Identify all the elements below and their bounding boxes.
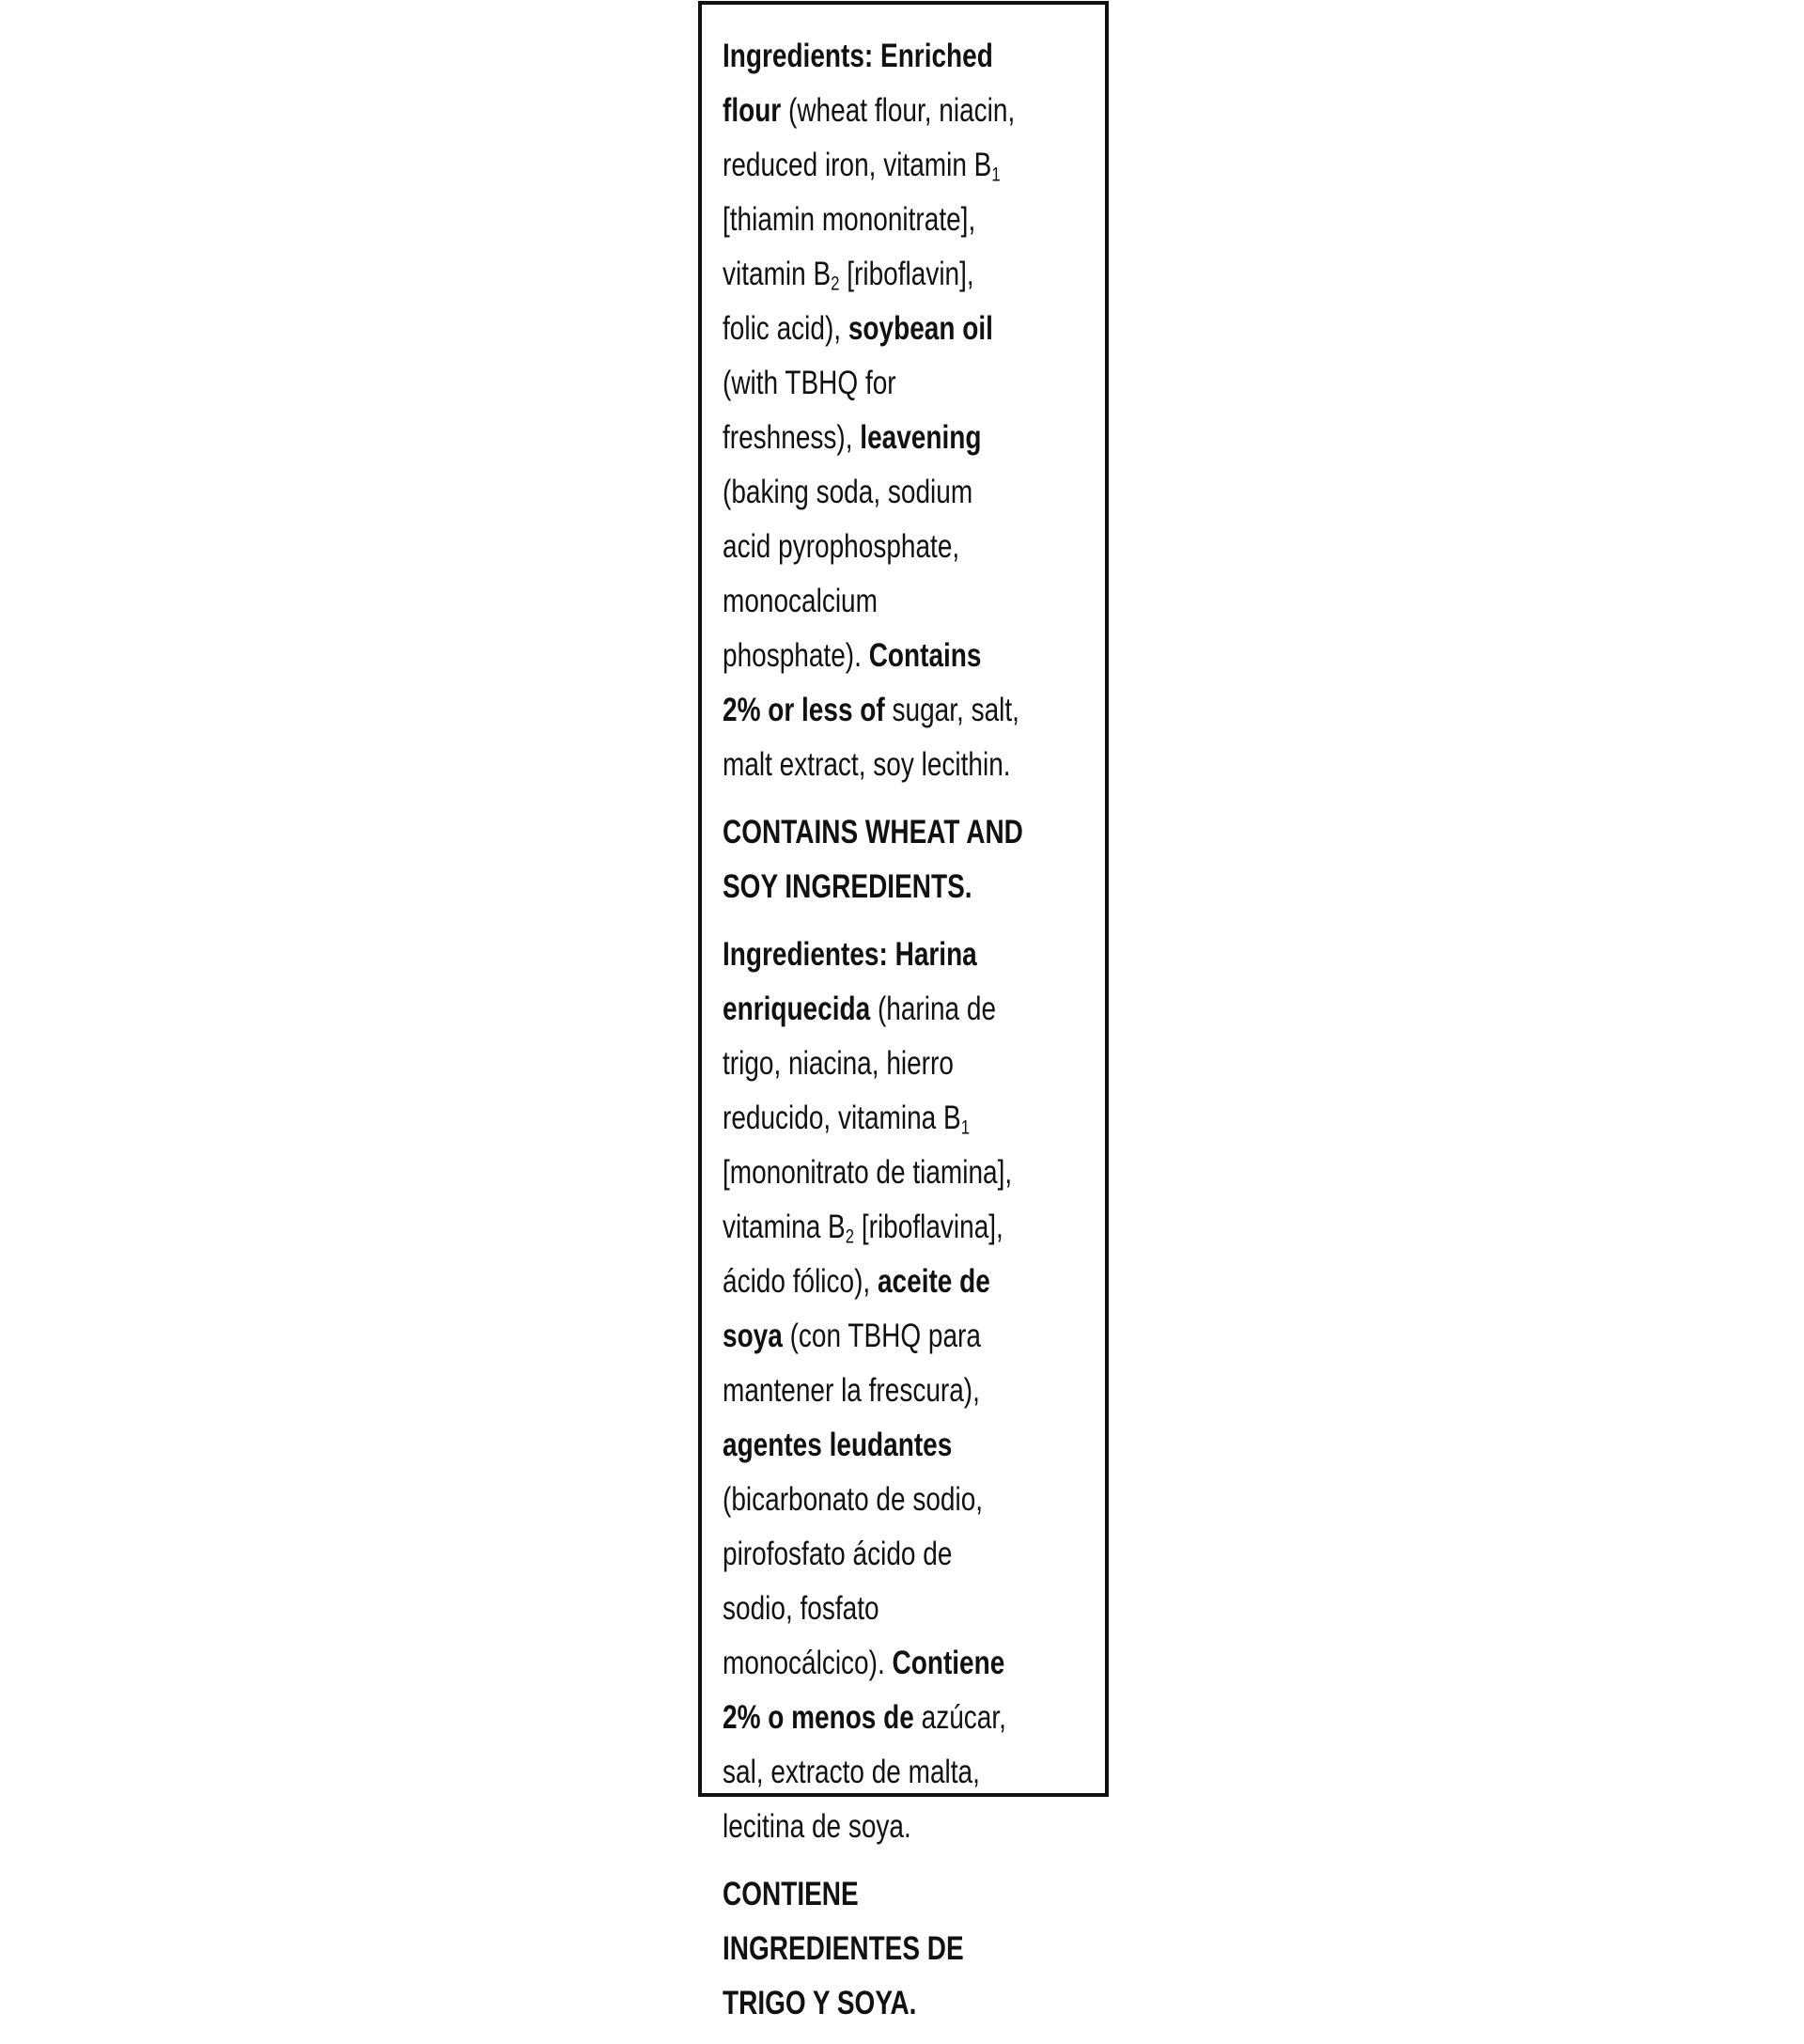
spanish-allergen-statement [723,1867,1023,2031]
harina-detail-part1: (harina de trigo, niacina, hierro reducido, vitamina B [723,991,997,1136]
contiene-menos-label: Contiene 2% o menos de [723,1645,1005,1736]
spanish-ingredients-paragraph [723,928,1023,1854]
aceite-label: aceite de soya [723,1263,990,1354]
vitamin-b2-subscript: 2 [831,273,840,295]
english-allergen-text: CONTAINS WHEAT AND SOY INGREDIENTS. [723,814,1023,905]
vitamina-b2-subscript: 2 [845,1225,855,1248]
flour-detail-part2: [thiamin mononitrate], vitamin B [723,201,976,292]
leavening-detail: (baking soda, sodium acid pyrophosphate, monocalcium phosphate). [723,474,973,674]
minor-ingredients-list: sugar, salt, malt extract, soy lecithin. [723,692,1019,783]
vitamina-b1-subscript: 1 [960,1116,971,1139]
spanish-minor-ingredients-list: azúcar, sal, extracto de malta, lecitina de soya. [723,1699,1006,1845]
agentes-detail: (bicarbonato de sodio, pirofosfato ácido de sodio, fosfato monocálcico). [723,1481,984,1681]
spanish-allergen-text: CONTIENE INGREDIENTES DE TRIGO Y SOYA. [723,1876,964,2021]
enriched-flour-label: Enriched flour [723,38,993,129]
ingredients-label-panel [698,1,1109,2021]
ingredients-text-block [723,29,1023,2044]
soybean-oil-detail: (with TBHQ for freshness), [723,365,896,456]
spanish-ingredients-heading: Ingredientes: [723,936,888,973]
harina-detail-part2: [mononitrato de tiamina], vitamina B [723,1154,1013,1245]
contains-less-label: Contains 2% or less of [723,637,982,728]
english-ingredients-heading: Ingredients: [723,38,874,74]
leavening-label: leavening [860,419,982,456]
flour-detail-part3: [riboflavin], folic acid), [723,256,974,347]
aceite-detail: (con TBHQ para mantener la frescura), [723,1318,981,1409]
english-ingredients-paragraph [723,29,1023,792]
harina-label: Harina enriquecida [723,936,977,1027]
english-allergen-statement [723,805,1023,914]
vitamin-b1-subscript: 1 [991,164,1001,186]
harina-detail-part3: [riboflavina], ácido fólico), [723,1209,1003,1300]
agentes-label: agentes leudantes [723,1427,953,1463]
soybean-oil-label: soybean oil [848,310,993,347]
flour-detail-part1: (wheat flour, niacin, reduced iron, vitamin B [723,92,1016,183]
